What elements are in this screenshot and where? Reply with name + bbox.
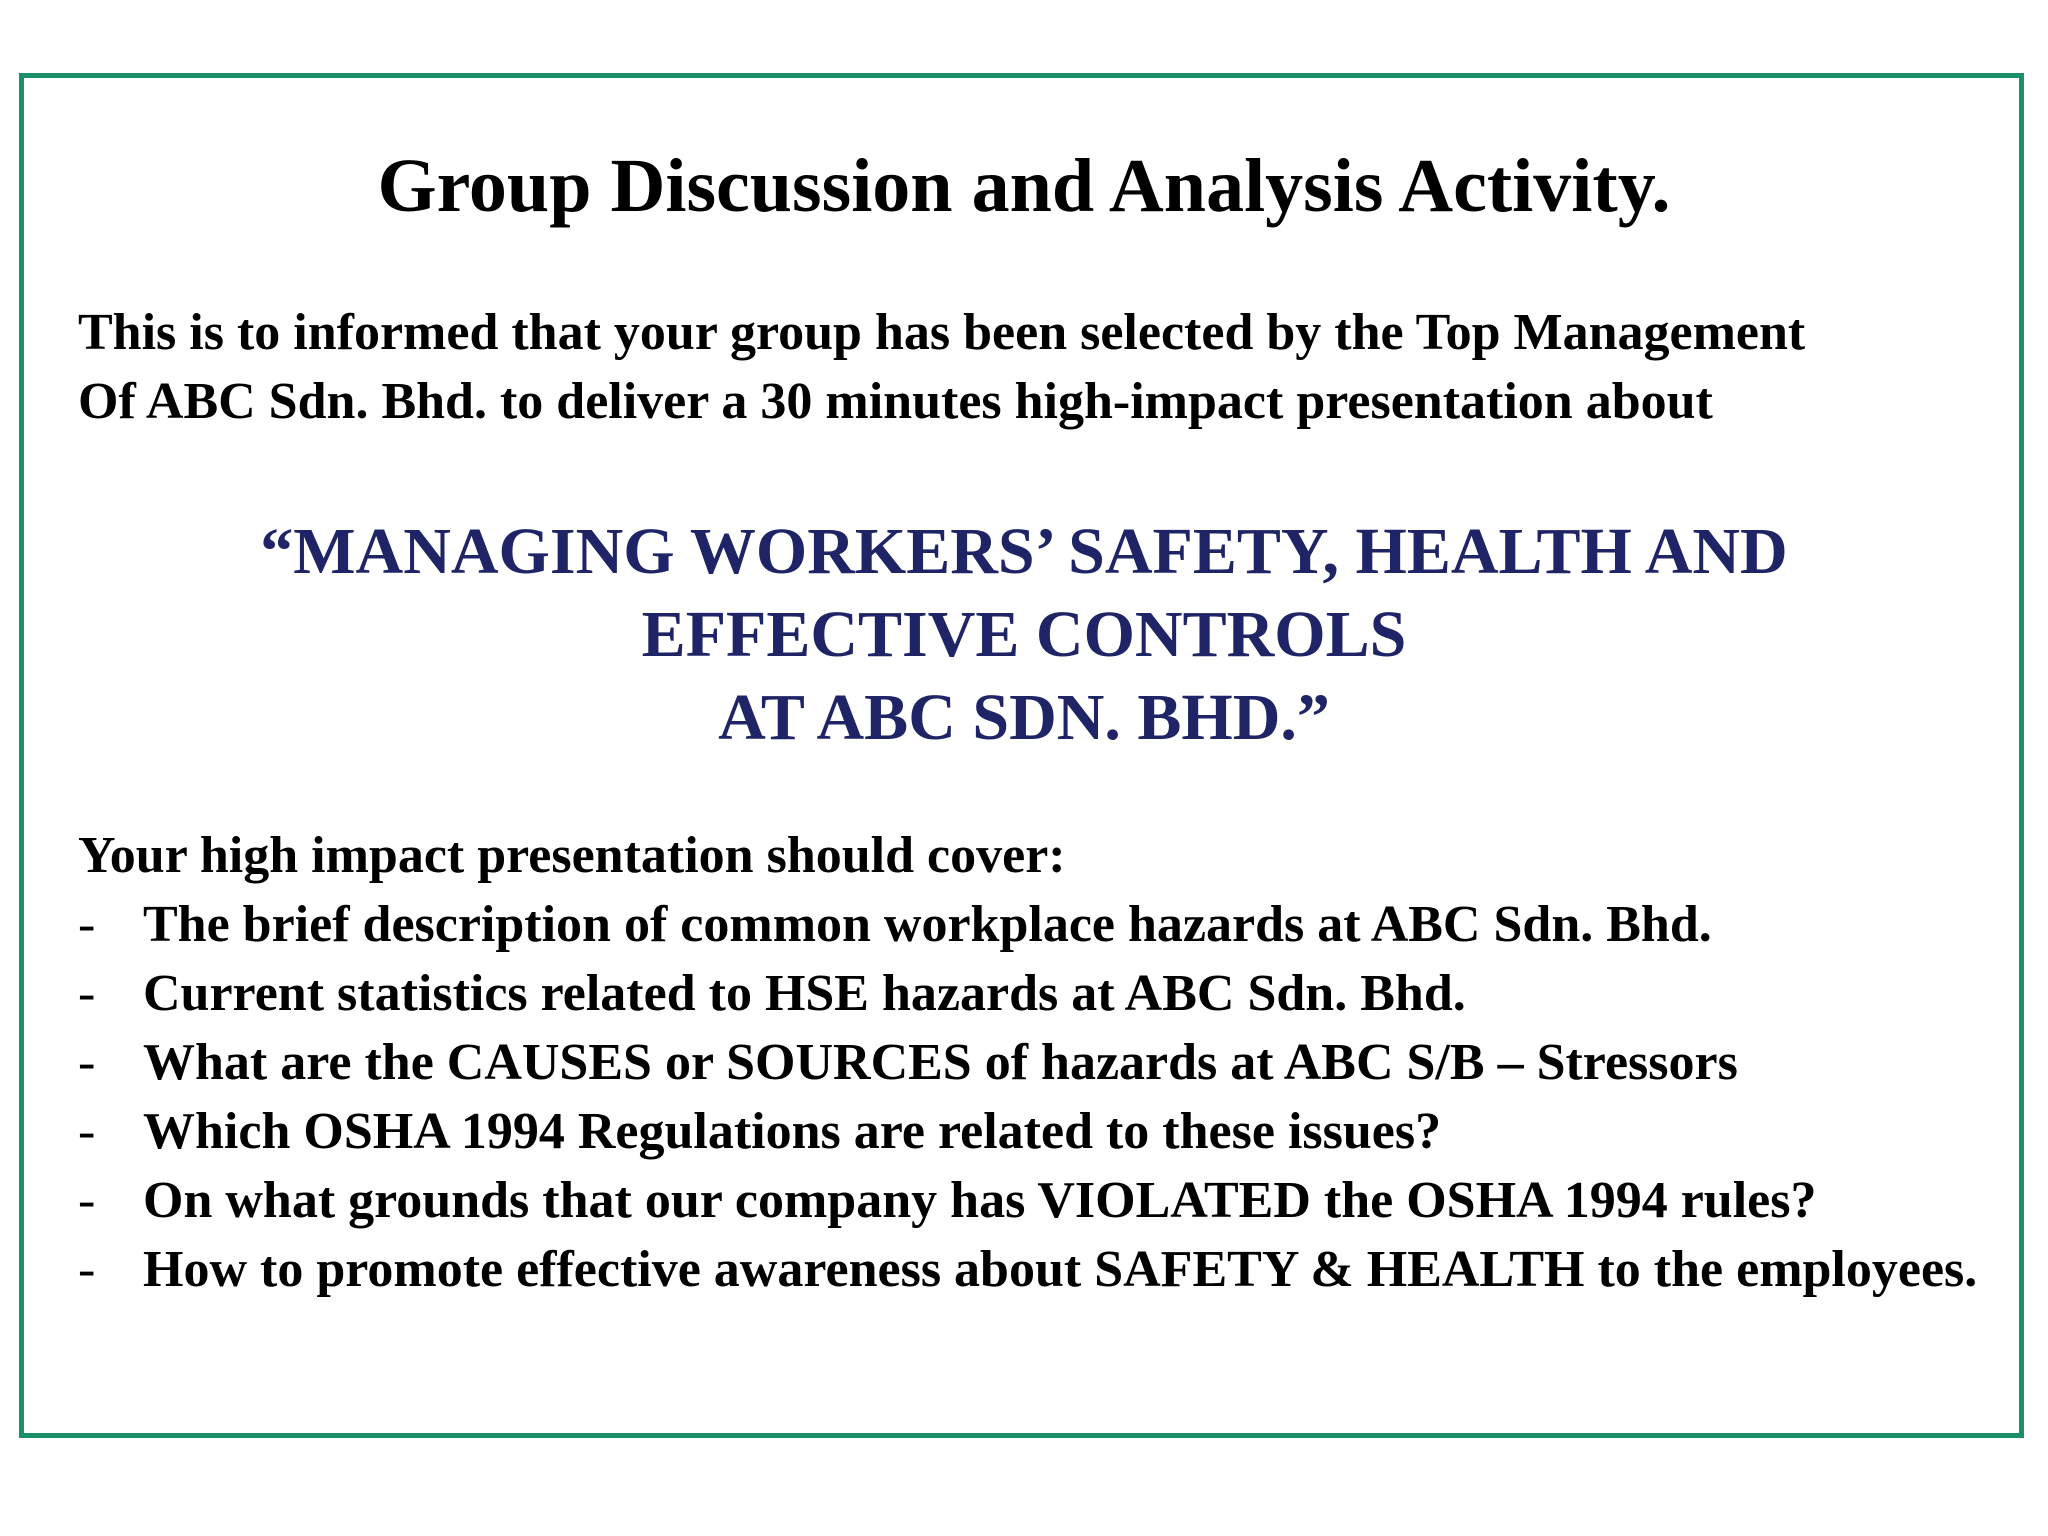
list-item — [78, 890, 2018, 959]
list-item-text: On what grounds that our company has VIOLATED the OSHA 1994 rules? — [143, 1172, 1817, 1229]
intro-line: This is to informed that your group has been selected by the Top Management — [78, 304, 1806, 361]
topic-line: AT ABC SDN. BHD.” — [718, 681, 1330, 754]
list-item — [78, 1235, 2018, 1304]
bullet-dash: - — [78, 965, 96, 1022]
bullet-dash: - — [78, 1172, 96, 1229]
slide-title: Group Discussion and Analysis Activity. — [377, 144, 1671, 228]
list-item-text: Current statistics related to HSE hazards at ABC Sdn. Bhd. — [143, 965, 1466, 1022]
intro-paragraph — [78, 298, 1998, 436]
list-item-text: What are the CAUSES or SOURCES of hazards at ABC S/B – Stressors — [143, 1034, 1738, 1091]
topic-line: EFFECTIVE CONTROLS — [641, 598, 1407, 671]
bullet-dash: - — [78, 1103, 96, 1160]
bullet-dash: - — [78, 1034, 96, 1091]
list-item-text: How to promote effective awareness about SAFETY & HEALTH to the employees. — [143, 1241, 1978, 1298]
list-item — [78, 1097, 2018, 1166]
intro-line: Of ABC Sdn. Bhd. to deliver a 30 minutes high-impact presentation about — [78, 373, 1713, 430]
list-item-text: The brief description of common workplace hazards at ABC Sdn. Bhd. — [143, 896, 1712, 953]
presentation-topic — [0, 510, 2048, 759]
list-item — [78, 959, 2018, 1028]
bullet-dash: - — [78, 1241, 96, 1298]
list-item-text: Which OSHA 1994 Regulations are related to these issues? — [143, 1103, 1442, 1160]
bullet-dash: - — [78, 896, 96, 953]
list-item — [78, 1028, 2018, 1097]
cover-heading: Your high impact presentation should cover: — [78, 827, 1066, 884]
coverage-list — [78, 890, 2018, 1304]
topic-line: “MANAGING WORKERS’ SAFETY, HEALTH AND — [260, 515, 1788, 588]
list-item — [78, 1166, 2018, 1235]
